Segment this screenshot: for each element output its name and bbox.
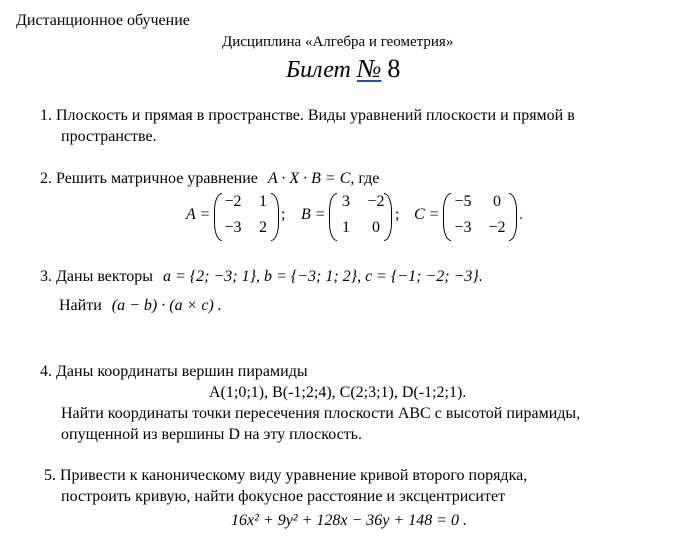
q2-where: , где	[350, 170, 380, 187]
ticket-number: 8	[387, 54, 401, 83]
matrix-a-cell: 1	[259, 193, 267, 210]
matrix-a-right-paren	[271, 193, 279, 241]
matrix-a-name: A =	[186, 206, 211, 223]
matrix-b-name: B =	[301, 206, 326, 223]
q2-intro: 2. Решить матричное уравнение	[40, 170, 258, 187]
q3-find-line	[59, 297, 222, 315]
discipline-title: Дисциплина «Алгебра и геометрия»	[222, 34, 454, 50]
matrix-b-cell: 3	[342, 193, 350, 210]
matrix-c-name: C =	[414, 206, 440, 223]
ticket-sign: №	[356, 54, 382, 83]
q1-line1: 1. Плоскость и прямая в пространстве. Виды уравнений плоскости и прямой в	[40, 107, 575, 124]
q4-points: A(1;0;1), B(-1;2;4), C(2;3;1), D(-1;2;1).	[209, 384, 467, 401]
matrix-a-cell: 2	[259, 219, 267, 236]
q2-line	[40, 170, 379, 188]
q2-equation: A · X · B = C	[267, 170, 351, 187]
q3-vectors: a = {2; −3; 1}, b = {−3; 1; 2}, c = {−1; −2; −3}.	[162, 268, 483, 285]
q5-equation: 16x² + 9y² + 128x − 36y + 148 = 0 .	[231, 512, 467, 529]
matrix-a-sep: ;	[281, 206, 286, 223]
q4-line3: Найти координаты точки пересечения плоскости АВС с высотой пирамиды,	[61, 405, 581, 422]
q3-find-label: Найти	[59, 297, 102, 314]
matrix-a-cell: −3	[224, 219, 242, 236]
q3-line	[40, 268, 483, 286]
matrix-c-cell: −5	[454, 193, 472, 210]
matrix-c-sep: .	[519, 206, 523, 223]
ticket-title	[286, 54, 400, 84]
matrix-c-cell: −3	[454, 219, 472, 236]
q4-line4: опущенной из вершины D на эту плоскость.	[61, 426, 362, 443]
matrix-c-cell: −2	[488, 219, 506, 236]
q1-line2: пространстве.	[61, 128, 157, 145]
matrix-a-cell: −2	[224, 193, 242, 210]
ticket-label: Билет	[286, 57, 351, 83]
q5-line1: 5. Привести к каноническому виду уравнение кривой второго порядка,	[44, 467, 528, 484]
q3-intro: 3. Даны векторы	[40, 268, 153, 285]
course-type: Дистанционное обучение	[16, 12, 190, 29]
matrix-b-right-paren	[384, 193, 392, 241]
q5-line2: построить кривую, найти фокусное расстояние и эксцентриситет	[61, 488, 506, 505]
matrix-b-cell: 0	[372, 219, 380, 236]
q3-expression: (a − b) · (a × c) .	[111, 297, 222, 314]
q4-line1: 4. Даны координаты вершин пирамиды	[40, 363, 308, 380]
matrix-b-cell: 1	[342, 219, 350, 236]
matrix-c-right-paren	[509, 193, 517, 241]
matrix-b-sep: ;	[395, 206, 400, 223]
matrix-c-cell: 0	[493, 193, 501, 210]
matrix-b-cell: −2	[367, 193, 385, 210]
